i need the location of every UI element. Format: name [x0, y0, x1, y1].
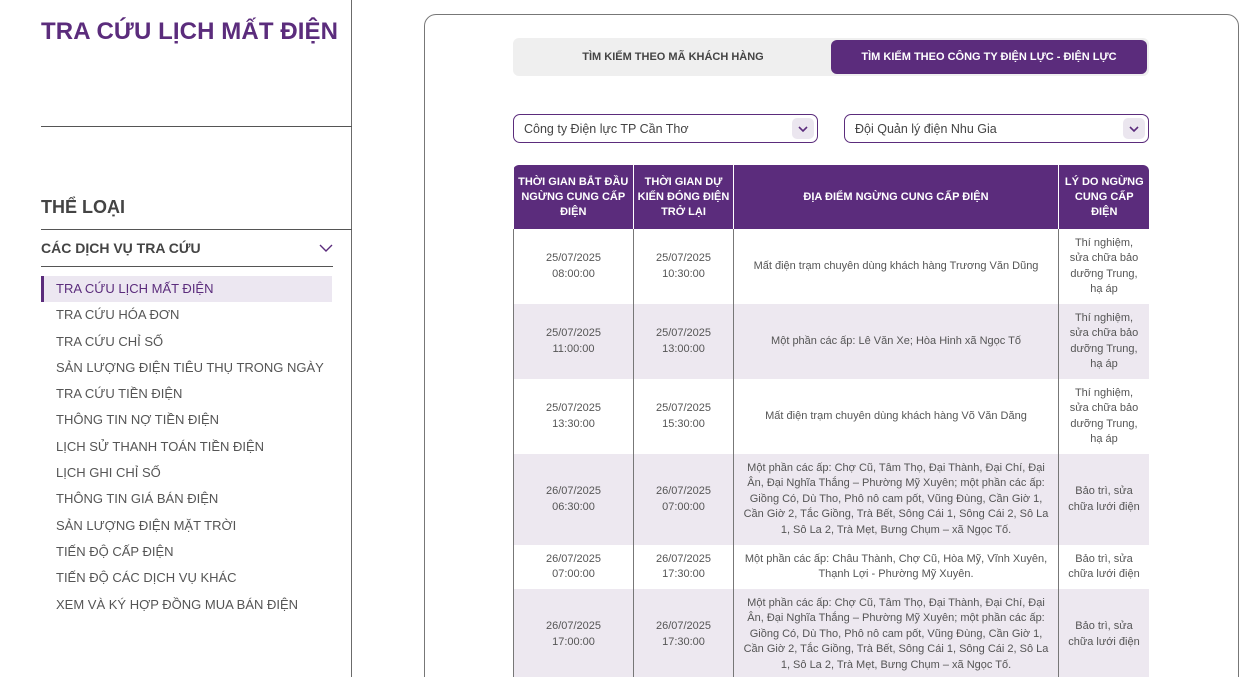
header-reason: LÝ DO NGỪNG CUNG CẤP ĐIỆN: [1059, 165, 1150, 229]
cell-start: 26/07/2025 17:00:00: [514, 589, 634, 677]
unit-select-value: Đội Quản lý điện Nhu Gia: [855, 121, 997, 136]
cell-reason: Bảo trì, sửa chữa lưới điện: [1059, 589, 1150, 677]
cell-reason: Bảo trì, sửa chữa lưới điện: [1059, 545, 1150, 589]
header-location: ĐỊA ĐIỂM NGỪNG CUNG CẤP ĐIỆN: [734, 165, 1059, 229]
cell-location: Một phần các ấp: Chợ Cũ, Tâm Thọ, Đại Thành, Đại Chí, Đại Ân, Đại Nghĩa Thắng – Phường Mỹ Xuyên; một phần các ấp: Giồng Có, Dù Tho, Phô nô cam pốt, Vũng Đùng, Cần Giờ 1, Cần Giờ 2, Tắc Giồng, Trà Bết, Sông Cái 1, Sông Cái 2, Sô La 1, Sô La 2, Trà Mẹt, Bưng Chụm – xã Ngọc Tố.: [734, 589, 1059, 677]
cell-end: 25/07/2025 15:30:00: [634, 379, 734, 454]
services-group-toggle[interactable]: [41, 240, 333, 267]
cell-location: Một phần các ấp: Lê Văn Xe; Hòa Hinh xã Ngọc Tố: [734, 304, 1059, 379]
outage-table-container: [513, 165, 1149, 677]
sidebar-item-daily-consumption[interactable]: SẢN LƯỢNG ĐIỆN TIÊU THỤ TRONG NGÀY: [56, 359, 324, 375]
table-row: [514, 304, 1150, 379]
table-row: [514, 379, 1150, 454]
sidebar: [0, 0, 352, 677]
sidebar-item-supply-progress[interactable]: TIẾN ĐỘ CẤP ĐIỆN: [56, 543, 174, 559]
sidebar-item-solar-output[interactable]: SẢN LƯỢNG ĐIỆN MẶT TRỜI: [56, 517, 237, 533]
sidebar-item-debt-info[interactable]: THÔNG TIN NỢ TIỀN ĐIỆN: [56, 412, 220, 428]
chevron-down-icon: [1128, 123, 1140, 135]
cell-end: 25/07/2025 13:00:00: [634, 304, 734, 379]
cell-end: 26/07/2025 07:00:00: [634, 454, 734, 545]
sidebar-item-invoice[interactable]: TRA CỨU HÓA ĐƠN: [56, 307, 180, 323]
header-start-time: THỜI GIAN BẮT ĐẦU NGỪNG CUNG CẤP ĐIỆN: [514, 165, 634, 229]
cell-reason: Thí nghiệm, sửa chữa bảo dưỡng Trung, hạ áp: [1059, 304, 1150, 379]
cell-end: 26/07/2025 17:30:00: [634, 589, 734, 677]
page-title: TRA CỨU LỊCH MẤT ĐIỆN: [41, 18, 339, 45]
header-end-time: THỜI GIAN DỰ KIẾN ĐÓNG ĐIỆN TRỞ LẠI: [634, 165, 734, 229]
sidebar-item-payment-history[interactable]: LỊCH SỬ THANH TOÁN TIỀN ĐIỆN: [56, 438, 265, 454]
sidebar-item-meter-index[interactable]: TRA CỨU CHỈ SỐ: [56, 333, 164, 349]
unit-select-toggle[interactable]: [1123, 118, 1145, 139]
cell-end: 25/07/2025 10:30:00: [634, 229, 734, 304]
table-row: [514, 229, 1150, 304]
table-row: [514, 589, 1150, 677]
sidebar-item-electricity-bill[interactable]: TRA CỨU TIỀN ĐIỆN: [56, 386, 183, 402]
cell-start: 26/07/2025 07:00:00: [514, 545, 634, 589]
sidebar-item-contract[interactable]: XEM VÀ KÝ HỢP ĐỒNG MUA BÁN ĐIỆN: [56, 596, 299, 612]
sidebar-menu: [41, 276, 332, 618]
outage-table: [513, 165, 1149, 677]
search-mode-tabs: [513, 38, 1149, 76]
chevron-down-icon: [797, 123, 809, 135]
table-row: [514, 545, 1150, 589]
cell-start: 25/07/2025 13:30:00: [514, 379, 634, 454]
title-divider: [41, 126, 352, 127]
services-group-label: CÁC DỊCH VỤ TRA CỨU: [41, 240, 201, 256]
sidebar-item-outage-schedule[interactable]: TRA CỨU LỊCH MẤT ĐIỆN: [41, 276, 332, 302]
cell-reason: Thí nghiệm, sửa chữa bảo dưỡng Trung, hạ áp: [1059, 229, 1150, 304]
table-header-row: [514, 165, 1150, 229]
cell-start: 26/07/2025 06:30:00: [514, 454, 634, 545]
cell-location: Một phần các ấp: Chợ Cũ, Tâm Thọ, Đại Thành, Đại Chí, Đại Ân, Đại Nghĩa Thắng – Phường Mỹ Xuyên; một phần các ấp: Giồng Có, Dù Tho, Phô nô cam pốt, Vũng Đùng, Cần Giờ 1, Cần Giờ 2, Tắc Giồng, Trà Bết, Sông Cái 1, Sông Cái 2, Sô La 1, Sô La 2, Trà Mẹt, Bưng Chụm – xã Ngọc Tố.: [734, 454, 1059, 545]
category-title: THỂ LOẠI: [41, 197, 125, 217]
category-divider: [41, 229, 352, 230]
table-row: [514, 454, 1150, 545]
cell-location: Mất điện trạm chuyên dùng khách hàng Võ Văn Dăng: [734, 379, 1059, 454]
cell-reason: Bảo trì, sửa chữa lưới điện: [1059, 454, 1150, 545]
cell-location: Một phần các ấp: Châu Thành, Chợ Cũ, Hòa Mỹ, Vĩnh Xuyên, Thạnh Lợi - Phường Mỹ Xuyên.: [734, 545, 1059, 589]
tab-search-by-customer-code[interactable]: TÌM KIẾM THEO MÃ KHÁCH HÀNG: [582, 51, 764, 63]
chevron-down-icon: [319, 241, 333, 255]
unit-select[interactable]: [844, 114, 1149, 143]
sidebar-item-price-info[interactable]: THÔNG TIN GIÁ BÁN ĐIỆN: [56, 491, 219, 507]
company-select-toggle[interactable]: [792, 118, 814, 139]
tab-search-by-power-company[interactable]: TÌM KIẾM THEO CÔNG TY ĐIỆN LỰC - ĐIỆN LỰC: [831, 40, 1147, 74]
cell-location: Mất điện trạm chuyên dùng khách hàng Trương Văn Dũng: [734, 229, 1059, 304]
company-select-value: Công ty Điện lực TP Cần Thơ: [524, 121, 689, 136]
cell-end: 26/07/2025 17:30:00: [634, 545, 734, 589]
company-select[interactable]: [513, 114, 818, 143]
cell-start: 25/07/2025 11:00:00: [514, 304, 634, 379]
sidebar-item-reading-schedule[interactable]: LỊCH GHI CHỈ SỐ: [56, 465, 161, 481]
sidebar-item-other-services-progress[interactable]: TIẾN ĐỘ CÁC DỊCH VỤ KHÁC: [56, 570, 237, 586]
cell-reason: Thí nghiệm, sửa chữa bảo dưỡng Trung, hạ áp: [1059, 379, 1150, 454]
cell-start: 25/07/2025 08:00:00: [514, 229, 634, 304]
